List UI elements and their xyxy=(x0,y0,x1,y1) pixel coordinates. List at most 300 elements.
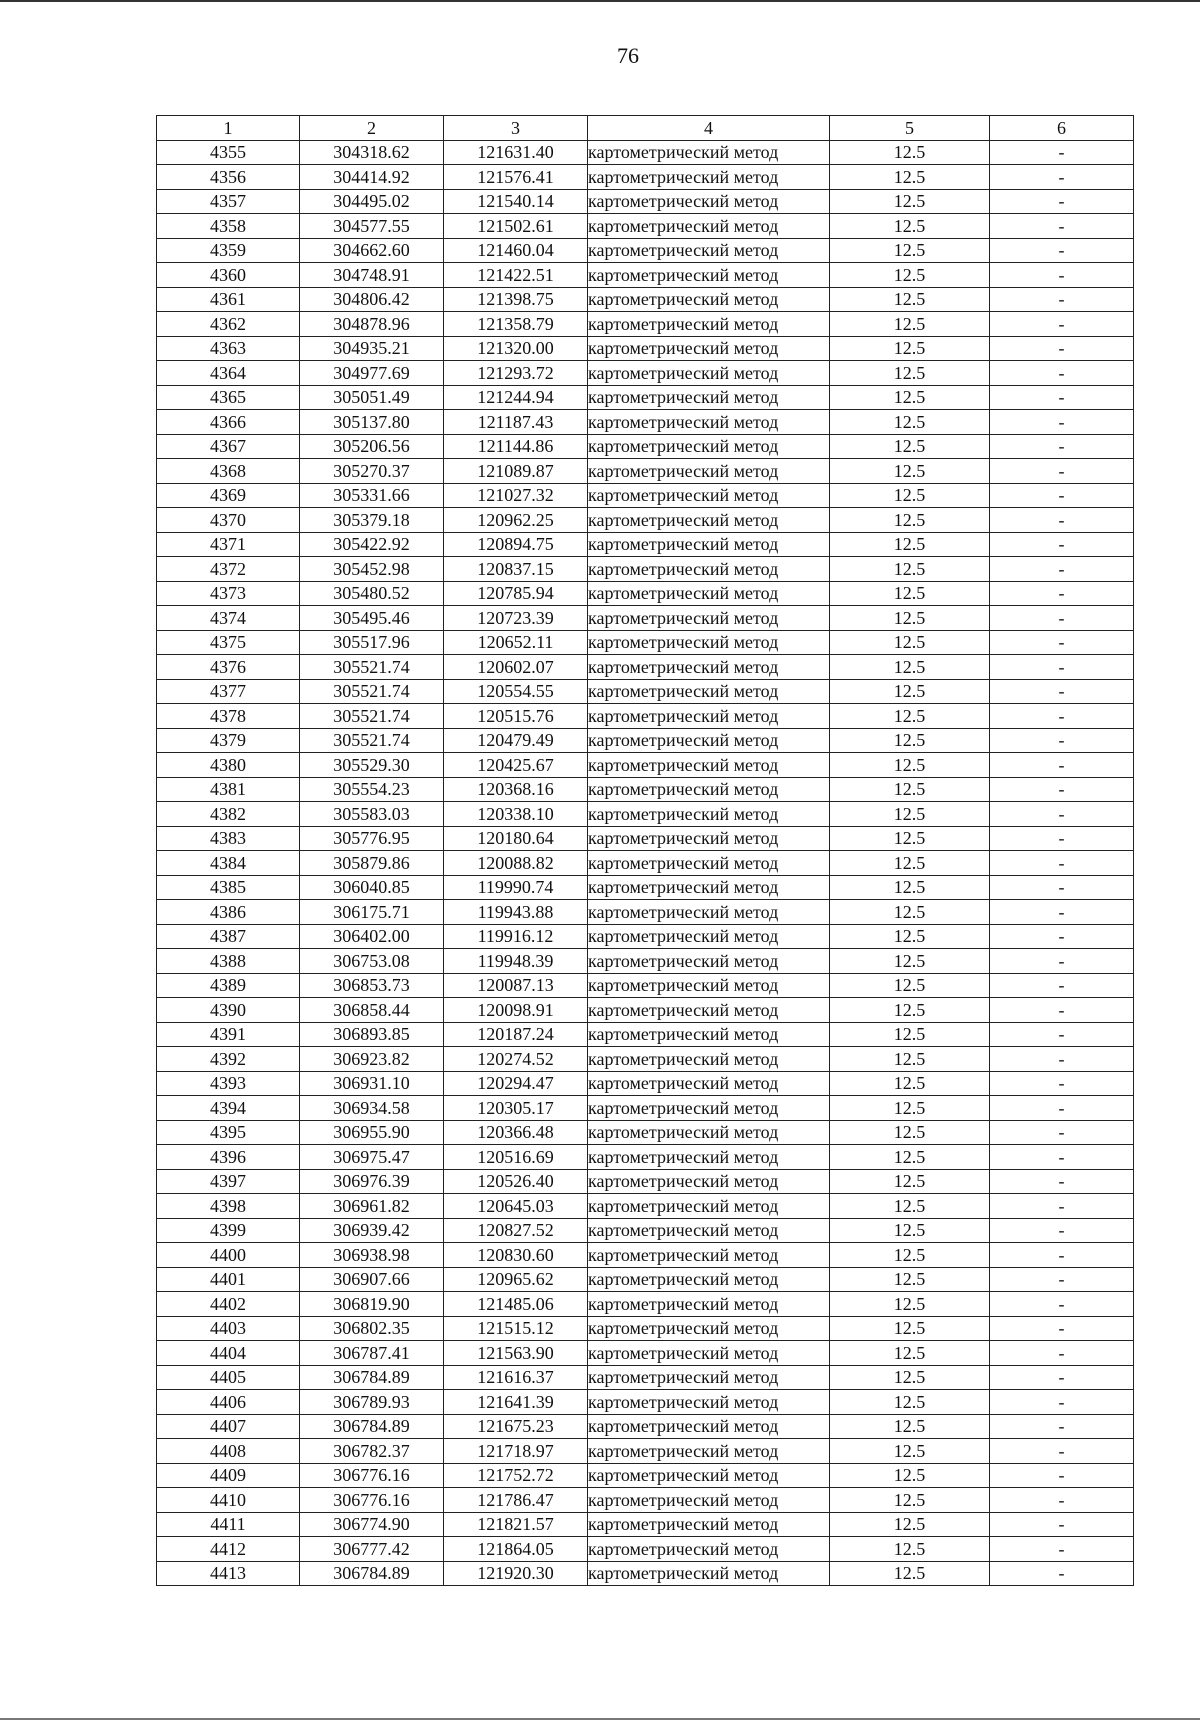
y-coordinate-cell: 121485.06 xyxy=(444,1292,588,1317)
y-coordinate-cell: 120294.47 xyxy=(444,1071,588,1096)
accuracy-cell: 12.5 xyxy=(830,1194,990,1219)
table-row xyxy=(157,1537,1134,1562)
note-cell: - xyxy=(990,189,1134,214)
accuracy-cell: 12.5 xyxy=(830,802,990,827)
accuracy-cell: 12.5 xyxy=(830,1267,990,1292)
table-row xyxy=(157,655,1134,680)
accuracy-cell: 12.5 xyxy=(830,361,990,386)
table-row xyxy=(157,1512,1134,1537)
point-number-cell: 4413 xyxy=(157,1561,300,1586)
point-number-cell: 4379 xyxy=(157,728,300,753)
accuracy-cell: 12.5 xyxy=(830,1512,990,1537)
y-coordinate-cell: 121027.32 xyxy=(444,483,588,508)
method-cell: картометрический метод xyxy=(588,410,830,435)
y-coordinate-cell: 120962.25 xyxy=(444,508,588,533)
y-coordinate-cell: 121576.41 xyxy=(444,165,588,190)
scan-edge-top xyxy=(0,0,1200,2)
y-coordinate-cell: 120785.94 xyxy=(444,581,588,606)
table-row xyxy=(157,287,1134,312)
method-cell: картометрический метод xyxy=(588,655,830,680)
method-cell: картометрический метод xyxy=(588,1341,830,1366)
table-row xyxy=(157,704,1134,729)
note-cell: - xyxy=(990,1169,1134,1194)
y-coordinate-cell: 120894.75 xyxy=(444,532,588,557)
x-coordinate-cell: 306802.35 xyxy=(300,1316,444,1341)
scan-edge-bottom xyxy=(0,1718,1200,1720)
note-cell: - xyxy=(990,679,1134,704)
note-cell: - xyxy=(990,1488,1134,1513)
x-coordinate-cell: 306774.90 xyxy=(300,1512,444,1537)
note-cell: - xyxy=(990,606,1134,631)
y-coordinate-cell: 119916.12 xyxy=(444,924,588,949)
y-coordinate-cell: 121864.05 xyxy=(444,1537,588,1562)
accuracy-cell: 12.5 xyxy=(830,532,990,557)
table-row xyxy=(157,900,1134,925)
accuracy-cell: 12.5 xyxy=(830,1463,990,1488)
note-cell: - xyxy=(990,1439,1134,1464)
y-coordinate-cell: 121540.14 xyxy=(444,189,588,214)
method-cell: картометрический метод xyxy=(588,949,830,974)
point-number-cell: 4374 xyxy=(157,606,300,631)
note-cell: - xyxy=(990,875,1134,900)
accuracy-cell: 12.5 xyxy=(830,606,990,631)
method-cell: картометрический метод xyxy=(588,1047,830,1072)
note-cell: - xyxy=(990,336,1134,361)
y-coordinate-cell: 121187.43 xyxy=(444,410,588,435)
table-row xyxy=(157,483,1134,508)
y-coordinate-cell: 119990.74 xyxy=(444,875,588,900)
point-number-cell: 4405 xyxy=(157,1365,300,1390)
accuracy-cell: 12.5 xyxy=(830,777,990,802)
point-number-cell: 4381 xyxy=(157,777,300,802)
method-cell: картометрический метод xyxy=(588,214,830,239)
x-coordinate-cell: 305379.18 xyxy=(300,508,444,533)
accuracy-cell: 12.5 xyxy=(830,385,990,410)
point-number-cell: 4387 xyxy=(157,924,300,949)
accuracy-cell: 12.5 xyxy=(830,312,990,337)
y-coordinate-cell: 120837.15 xyxy=(444,557,588,582)
note-cell: - xyxy=(990,581,1134,606)
accuracy-cell: 12.5 xyxy=(830,287,990,312)
point-number-cell: 4398 xyxy=(157,1194,300,1219)
x-coordinate-cell: 306787.41 xyxy=(300,1341,444,1366)
method-cell: картометрический метод xyxy=(588,1463,830,1488)
accuracy-cell: 12.5 xyxy=(830,1096,990,1121)
y-coordinate-cell: 121460.04 xyxy=(444,238,588,263)
y-coordinate-cell: 120187.24 xyxy=(444,1022,588,1047)
point-number-cell: 4394 xyxy=(157,1096,300,1121)
accuracy-cell: 12.5 xyxy=(830,508,990,533)
accuracy-cell: 12.5 xyxy=(830,1120,990,1145)
table-row xyxy=(157,214,1134,239)
note-cell: - xyxy=(990,385,1134,410)
accuracy-cell: 12.5 xyxy=(830,728,990,753)
table-row xyxy=(157,1047,1134,1072)
method-cell: картометрический метод xyxy=(588,875,830,900)
x-coordinate-cell: 304878.96 xyxy=(300,312,444,337)
point-number-cell: 4386 xyxy=(157,900,300,925)
y-coordinate-cell: 119943.88 xyxy=(444,900,588,925)
y-coordinate-cell: 121144.86 xyxy=(444,434,588,459)
page-number: 76 xyxy=(617,43,639,68)
accuracy-cell: 12.5 xyxy=(830,949,990,974)
method-cell: картометрический метод xyxy=(588,1292,830,1317)
table-row xyxy=(157,189,1134,214)
note-cell: - xyxy=(990,1071,1134,1096)
method-cell: картометрический метод xyxy=(588,1267,830,1292)
table-row xyxy=(157,459,1134,484)
method-cell: картометрический метод xyxy=(588,704,830,729)
x-coordinate-cell: 304495.02 xyxy=(300,189,444,214)
x-coordinate-cell: 305529.30 xyxy=(300,753,444,778)
x-coordinate-cell: 305331.66 xyxy=(300,483,444,508)
point-number-cell: 4362 xyxy=(157,312,300,337)
table-row xyxy=(157,777,1134,802)
point-number-cell: 4384 xyxy=(157,851,300,876)
table-row xyxy=(157,140,1134,165)
x-coordinate-cell: 306776.16 xyxy=(300,1488,444,1513)
y-coordinate-cell: 121616.37 xyxy=(444,1365,588,1390)
point-number-cell: 4368 xyxy=(157,459,300,484)
y-coordinate-cell: 121563.90 xyxy=(444,1341,588,1366)
method-cell: картометрический метод xyxy=(588,1169,830,1194)
y-coordinate-cell: 121293.72 xyxy=(444,361,588,386)
method-cell: картометрический метод xyxy=(588,1096,830,1121)
note-cell: - xyxy=(990,557,1134,582)
note-cell: - xyxy=(990,630,1134,655)
x-coordinate-cell: 306853.73 xyxy=(300,973,444,998)
note-cell: - xyxy=(990,1145,1134,1170)
x-coordinate-cell: 305521.74 xyxy=(300,679,444,704)
y-coordinate-cell: 121089.87 xyxy=(444,459,588,484)
table-row xyxy=(157,1022,1134,1047)
x-coordinate-cell: 305583.03 xyxy=(300,802,444,827)
y-coordinate-cell: 120526.40 xyxy=(444,1169,588,1194)
header-col-1: 1 xyxy=(157,116,300,141)
y-coordinate-cell: 120479.49 xyxy=(444,728,588,753)
point-number-cell: 4385 xyxy=(157,875,300,900)
accuracy-cell: 12.5 xyxy=(830,1439,990,1464)
point-number-cell: 4400 xyxy=(157,1243,300,1268)
accuracy-cell: 12.5 xyxy=(830,165,990,190)
note-cell: - xyxy=(990,508,1134,533)
point-number-cell: 4373 xyxy=(157,581,300,606)
accuracy-cell: 12.5 xyxy=(830,630,990,655)
x-coordinate-cell: 304935.21 xyxy=(300,336,444,361)
note-cell: - xyxy=(990,728,1134,753)
x-coordinate-cell: 306939.42 xyxy=(300,1218,444,1243)
table-row xyxy=(157,1561,1134,1586)
accuracy-cell: 12.5 xyxy=(830,655,990,680)
accuracy-cell: 12.5 xyxy=(830,263,990,288)
accuracy-cell: 12.5 xyxy=(830,410,990,435)
point-number-cell: 4392 xyxy=(157,1047,300,1072)
accuracy-cell: 12.5 xyxy=(830,679,990,704)
point-number-cell: 4391 xyxy=(157,1022,300,1047)
table-row xyxy=(157,924,1134,949)
table-row xyxy=(157,1243,1134,1268)
y-coordinate-cell: 120827.52 xyxy=(444,1218,588,1243)
table-row xyxy=(157,1488,1134,1513)
note-cell: - xyxy=(990,1194,1134,1219)
table-row xyxy=(157,949,1134,974)
method-cell: картометрический метод xyxy=(588,679,830,704)
note-cell: - xyxy=(990,924,1134,949)
point-number-cell: 4355 xyxy=(157,140,300,165)
y-coordinate-cell: 121641.39 xyxy=(444,1390,588,1415)
table-row xyxy=(157,532,1134,557)
note-cell: - xyxy=(990,483,1134,508)
point-number-cell: 4371 xyxy=(157,532,300,557)
method-cell: картометрический метод xyxy=(588,1537,830,1562)
note-cell: - xyxy=(990,1047,1134,1072)
x-coordinate-cell: 306777.42 xyxy=(300,1537,444,1562)
y-coordinate-cell: 121631.40 xyxy=(444,140,588,165)
method-cell: картометрический метод xyxy=(588,1390,830,1415)
note-cell: - xyxy=(990,949,1134,974)
accuracy-cell: 12.5 xyxy=(830,826,990,851)
note-cell: - xyxy=(990,1292,1134,1317)
x-coordinate-cell: 306402.00 xyxy=(300,924,444,949)
point-number-cell: 4358 xyxy=(157,214,300,239)
x-coordinate-cell: 306858.44 xyxy=(300,998,444,1023)
accuracy-cell: 12.5 xyxy=(830,753,990,778)
accuracy-cell: 12.5 xyxy=(830,1169,990,1194)
x-coordinate-cell: 306976.39 xyxy=(300,1169,444,1194)
accuracy-cell: 12.5 xyxy=(830,1341,990,1366)
method-cell: картометрический метод xyxy=(588,1243,830,1268)
method-cell: картометрический метод xyxy=(588,581,830,606)
note-cell: - xyxy=(990,900,1134,925)
method-cell: картометрический метод xyxy=(588,802,830,827)
x-coordinate-cell: 306934.58 xyxy=(300,1096,444,1121)
point-number-cell: 4365 xyxy=(157,385,300,410)
method-cell: картометрический метод xyxy=(588,1218,830,1243)
x-coordinate-cell: 304662.60 xyxy=(300,238,444,263)
accuracy-cell: 12.5 xyxy=(830,581,990,606)
point-number-cell: 4393 xyxy=(157,1071,300,1096)
accuracy-cell: 12.5 xyxy=(830,851,990,876)
table-row xyxy=(157,165,1134,190)
table-row xyxy=(157,1316,1134,1341)
table-row xyxy=(157,1390,1134,1415)
y-coordinate-cell: 121515.12 xyxy=(444,1316,588,1341)
table-row xyxy=(157,581,1134,606)
x-coordinate-cell: 306955.90 xyxy=(300,1120,444,1145)
method-cell: картометрический метод xyxy=(588,361,830,386)
x-coordinate-cell: 305495.46 xyxy=(300,606,444,631)
y-coordinate-cell: 120274.52 xyxy=(444,1047,588,1072)
point-number-cell: 4360 xyxy=(157,263,300,288)
point-number-cell: 4395 xyxy=(157,1120,300,1145)
accuracy-cell: 12.5 xyxy=(830,238,990,263)
method-cell: картометрический метод xyxy=(588,140,830,165)
method-cell: картометрический метод xyxy=(588,336,830,361)
y-coordinate-cell: 120723.39 xyxy=(444,606,588,631)
x-coordinate-cell: 305422.92 xyxy=(300,532,444,557)
method-cell: картометрический метод xyxy=(588,973,830,998)
note-cell: - xyxy=(990,1414,1134,1439)
note-cell: - xyxy=(990,1537,1134,1562)
note-cell: - xyxy=(990,165,1134,190)
x-coordinate-cell: 305051.49 xyxy=(300,385,444,410)
method-cell: картометрический метод xyxy=(588,1022,830,1047)
x-coordinate-cell: 306784.89 xyxy=(300,1561,444,1586)
accuracy-cell: 12.5 xyxy=(830,1022,990,1047)
method-cell: картометрический метод xyxy=(588,826,830,851)
method-cell: картометрический метод xyxy=(588,753,830,778)
y-coordinate-cell: 120338.10 xyxy=(444,802,588,827)
point-number-cell: 4406 xyxy=(157,1390,300,1415)
x-coordinate-cell: 306782.37 xyxy=(300,1439,444,1464)
note-cell: - xyxy=(990,532,1134,557)
accuracy-cell: 12.5 xyxy=(830,1390,990,1415)
point-number-cell: 4380 xyxy=(157,753,300,778)
method-cell: картометрический метод xyxy=(588,1439,830,1464)
table-row xyxy=(157,802,1134,827)
y-coordinate-cell: 120368.16 xyxy=(444,777,588,802)
y-coordinate-cell: 120515.76 xyxy=(444,704,588,729)
note-cell: - xyxy=(990,1463,1134,1488)
x-coordinate-cell: 305270.37 xyxy=(300,459,444,484)
note-cell: - xyxy=(990,704,1134,729)
x-coordinate-cell: 306961.82 xyxy=(300,1194,444,1219)
y-coordinate-cell: 120554.55 xyxy=(444,679,588,704)
point-number-cell: 4397 xyxy=(157,1169,300,1194)
method-cell: картометрический метод xyxy=(588,1071,830,1096)
table-row xyxy=(157,238,1134,263)
accuracy-cell: 12.5 xyxy=(830,1488,990,1513)
method-cell: картометрический метод xyxy=(588,1145,830,1170)
x-coordinate-cell: 306753.08 xyxy=(300,949,444,974)
y-coordinate-cell: 120965.62 xyxy=(444,1267,588,1292)
x-coordinate-cell: 306819.90 xyxy=(300,1292,444,1317)
note-cell: - xyxy=(990,238,1134,263)
accuracy-cell: 12.5 xyxy=(830,1145,990,1170)
point-number-cell: 4357 xyxy=(157,189,300,214)
y-coordinate-cell: 121320.00 xyxy=(444,336,588,361)
method-cell: картометрический метод xyxy=(588,1512,830,1537)
table-row xyxy=(157,1292,1134,1317)
y-coordinate-cell: 121752.72 xyxy=(444,1463,588,1488)
point-number-cell: 4367 xyxy=(157,434,300,459)
method-cell: картометрический метод xyxy=(588,630,830,655)
y-coordinate-cell: 120645.03 xyxy=(444,1194,588,1219)
accuracy-cell: 12.5 xyxy=(830,1292,990,1317)
method-cell: картометрический метод xyxy=(588,287,830,312)
method-cell: картометрический метод xyxy=(588,263,830,288)
point-number-cell: 4408 xyxy=(157,1439,300,1464)
x-coordinate-cell: 306893.85 xyxy=(300,1022,444,1047)
y-coordinate-cell: 121244.94 xyxy=(444,385,588,410)
method-cell: картометрический метод xyxy=(588,900,830,925)
y-coordinate-cell: 120366.48 xyxy=(444,1120,588,1145)
note-cell: - xyxy=(990,802,1134,827)
y-coordinate-cell: 120087.13 xyxy=(444,973,588,998)
x-coordinate-cell: 305879.86 xyxy=(300,851,444,876)
y-coordinate-cell: 121718.97 xyxy=(444,1439,588,1464)
method-cell: картометрический метод xyxy=(588,189,830,214)
header-col-6: 6 xyxy=(990,116,1134,141)
coordinates-table xyxy=(156,115,1134,1586)
table-row xyxy=(157,1120,1134,1145)
x-coordinate-cell: 305137.80 xyxy=(300,410,444,435)
y-coordinate-cell: 121675.23 xyxy=(444,1414,588,1439)
note-cell: - xyxy=(990,1365,1134,1390)
table-header-row xyxy=(157,116,1134,141)
note-cell: - xyxy=(990,753,1134,778)
note-cell: - xyxy=(990,1218,1134,1243)
x-coordinate-cell: 306931.10 xyxy=(300,1071,444,1096)
accuracy-cell: 12.5 xyxy=(830,483,990,508)
table-row xyxy=(157,606,1134,631)
accuracy-cell: 12.5 xyxy=(830,140,990,165)
method-cell: картометрический метод xyxy=(588,998,830,1023)
table-row xyxy=(157,1145,1134,1170)
table-row xyxy=(157,263,1134,288)
method-cell: картометрический метод xyxy=(588,1365,830,1390)
y-coordinate-cell: 119948.39 xyxy=(444,949,588,974)
note-cell: - xyxy=(990,1316,1134,1341)
x-coordinate-cell: 306938.98 xyxy=(300,1243,444,1268)
table-row xyxy=(157,1096,1134,1121)
table-row xyxy=(157,410,1134,435)
accuracy-cell: 12.5 xyxy=(830,998,990,1023)
y-coordinate-cell: 121821.57 xyxy=(444,1512,588,1537)
point-number-cell: 4389 xyxy=(157,973,300,998)
x-coordinate-cell: 306040.85 xyxy=(300,875,444,900)
note-cell: - xyxy=(990,410,1134,435)
table-row xyxy=(157,679,1134,704)
note-cell: - xyxy=(990,998,1134,1023)
accuracy-cell: 12.5 xyxy=(830,189,990,214)
note-cell: - xyxy=(990,1096,1134,1121)
table-row xyxy=(157,1169,1134,1194)
note-cell: - xyxy=(990,312,1134,337)
method-cell: картометрический метод xyxy=(588,508,830,533)
table-row xyxy=(157,875,1134,900)
accuracy-cell: 12.5 xyxy=(830,1243,990,1268)
method-cell: картометрический метод xyxy=(588,238,830,263)
note-cell: - xyxy=(990,826,1134,851)
note-cell: - xyxy=(990,214,1134,239)
note-cell: - xyxy=(990,973,1134,998)
x-coordinate-cell: 306975.47 xyxy=(300,1145,444,1170)
accuracy-cell: 12.5 xyxy=(830,214,990,239)
accuracy-cell: 12.5 xyxy=(830,1365,990,1390)
point-number-cell: 4366 xyxy=(157,410,300,435)
point-number-cell: 4407 xyxy=(157,1414,300,1439)
accuracy-cell: 12.5 xyxy=(830,1218,990,1243)
table-row xyxy=(157,998,1134,1023)
method-cell: картометрический метод xyxy=(588,312,830,337)
note-cell: - xyxy=(990,361,1134,386)
y-coordinate-cell: 121502.61 xyxy=(444,214,588,239)
y-coordinate-cell: 120516.69 xyxy=(444,1145,588,1170)
x-coordinate-cell: 305480.52 xyxy=(300,581,444,606)
y-coordinate-cell: 120652.11 xyxy=(444,630,588,655)
note-cell: - xyxy=(990,1390,1134,1415)
method-cell: картометрический метод xyxy=(588,1561,830,1586)
x-coordinate-cell: 305517.96 xyxy=(300,630,444,655)
note-cell: - xyxy=(990,777,1134,802)
point-number-cell: 4409 xyxy=(157,1463,300,1488)
accuracy-cell: 12.5 xyxy=(830,1047,990,1072)
note-cell: - xyxy=(990,1022,1134,1047)
point-number-cell: 4396 xyxy=(157,1145,300,1170)
point-number-cell: 4377 xyxy=(157,679,300,704)
accuracy-cell: 12.5 xyxy=(830,336,990,361)
